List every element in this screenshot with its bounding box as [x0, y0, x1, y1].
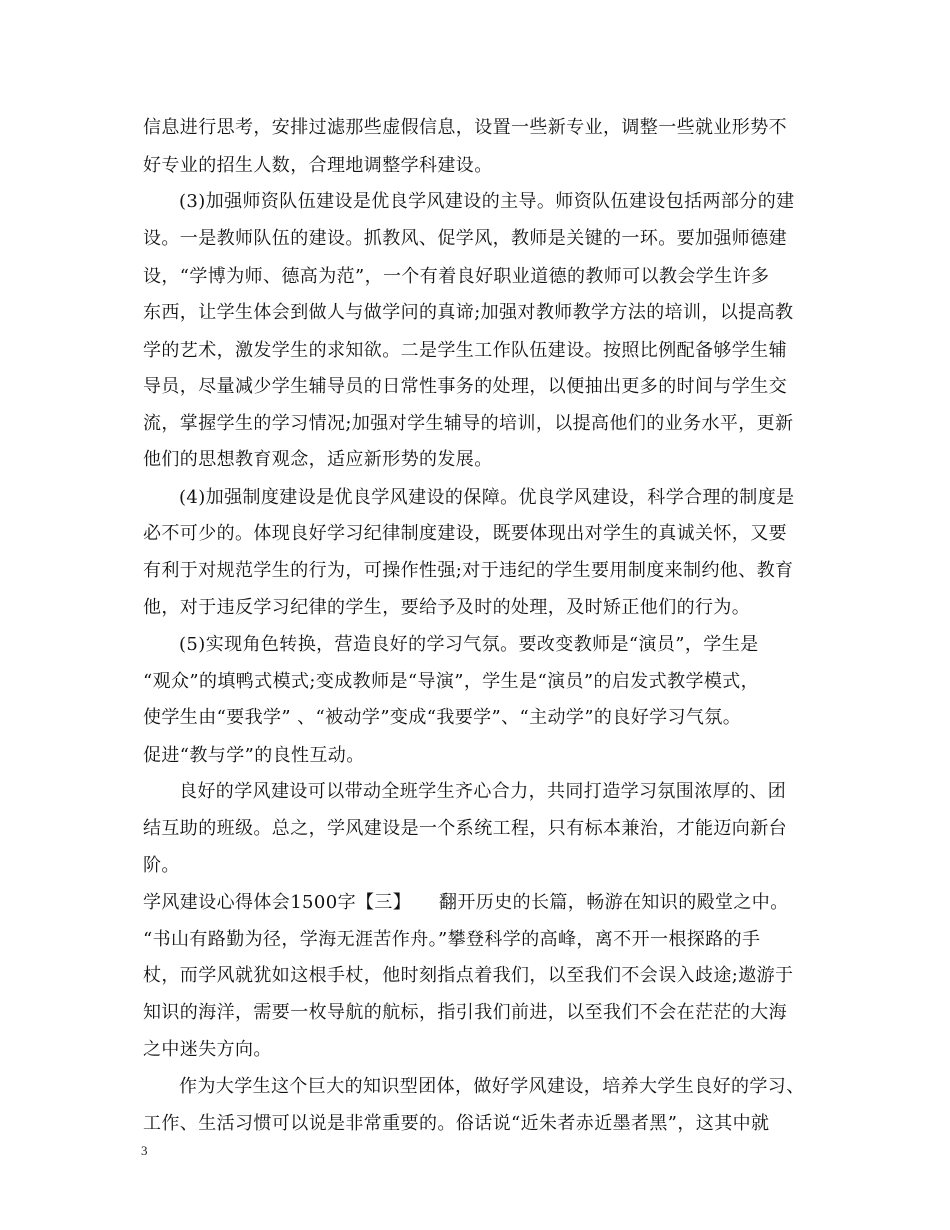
- text-line: 好专业的招生人数，合理地调整学科建设。: [143, 155, 493, 176]
- text-line: 阶。: [143, 855, 180, 876]
- text-line: 设，“学博为师、德高为范”，一个有着良好职业道德的教师可以教会学生许多: [143, 266, 770, 287]
- text-line: 设。一是教师队伍的建设。抓教风、促学风，教师是关键的一环。要加强师德建: [143, 228, 787, 249]
- text-line: 知识的海洋，需要一枚导航的航标，指引我们前进，以至我们不会在茫茫的大海: [143, 1002, 787, 1023]
- text-line: 信息进行思考，安排过滤那些虚假信息，设置一些新专业，调整一些就业形势不: [143, 117, 787, 138]
- text-line: 促进“教与学”的良性互动。: [143, 745, 365, 766]
- text-line: 有利于对规范学生的行为，可操作性强;对于违纪的学生要用制度来制约他、教育: [143, 560, 794, 581]
- text-line: 流，掌握学生的学习情况;加强对学生辅导的培训，以提高他们的业务水平，更新: [143, 413, 794, 434]
- text-line: (3)加强师资队伍建设是优良学风建设的主导。师资队伍建设包括两部分的建: [179, 191, 795, 212]
- text-line: 良好的学风建设可以带动全班学生齐心合力，共同打造学习氛围浓厚的、团: [179, 781, 787, 802]
- text-line: (5)实现角色转换，营造良好的学习气氛。要改变教师是“演员”，学生是: [179, 634, 759, 655]
- text-line: 他，对于违反学习纪律的学生，要给予及时的处理，及时矫正他们的行为。: [143, 597, 751, 618]
- text-line: 杖，而学风就犹如这根手杖，他时刻指点着我们，以至我们不会误入歧途;遨游于: [143, 965, 794, 986]
- text-line: “书山有路勤为径，学海无涯苦作舟。”攀登科学的高峰，离不开一根探路的手: [143, 929, 761, 950]
- text-line: 学的艺术，激发学生的求知欲。二是学生工作队伍建设。按照比例配备够学生辅: [143, 340, 787, 361]
- text-line: 他们的思想教育观念，适应新形势的发展。: [143, 449, 493, 470]
- text-line: 必不可少的。体现良好学习纪律制度建设，既要体现出对学生的真诚关怀，又要: [143, 523, 787, 544]
- text-line: 作为大学生这个巨大的知识型团体，做好学风建设，培养大学生良好的学习、: [179, 1076, 805, 1097]
- text-line: 之中迷失方向。: [143, 1039, 272, 1060]
- text-line: “观众”的填鸭式模式;变成教师是“导演”，学生是“演员”的启发式教学模式，: [143, 671, 760, 692]
- text-line: 结互助的班级。总之，学风建设是一个系统工程，只有标本兼治，才能迈向新台: [143, 818, 787, 839]
- text-line: 使学生由“要我学” 、“被动学”变成“我要学”、“主动学”的良好学习气氛。: [143, 707, 742, 728]
- section-heading-line: 学风建设心得体会1500字【三】 翻开历史的长篇，畅游在知识的殿堂之中。: [143, 892, 789, 913]
- text-line: 东西，让学生体会到做人与做学问的真谛;加强对教师教学方法的培训，以提高教: [143, 302, 794, 323]
- page-number: 3: [141, 1143, 148, 1158]
- text-line: 工作、生活习惯可以说是非常重要的。俗话说“近朱者赤近墨者黑”，这其中就: [143, 1113, 770, 1134]
- text-line: (4)加强制度建设是优良学风建设的保障。优良学风建设，科学合理的制度是: [179, 487, 795, 508]
- text-line: 导员，尽量减少学生辅导员的日常性事务的处理，以便抽出更多的时间与学生交: [143, 376, 787, 397]
